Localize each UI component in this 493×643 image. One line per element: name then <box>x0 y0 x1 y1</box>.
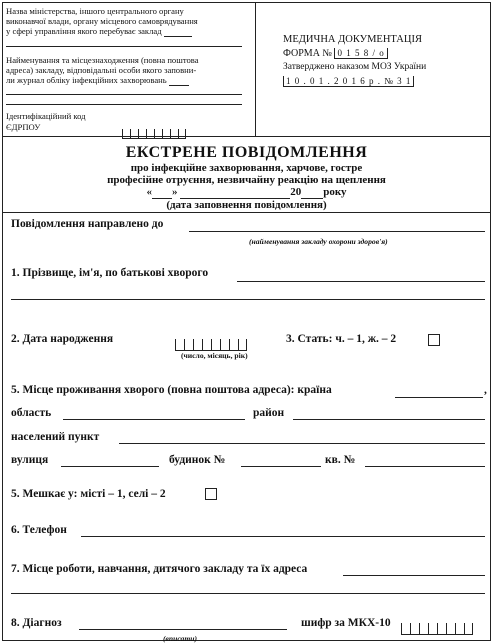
diagnosis-label: 8. Діагноз <box>11 617 62 629</box>
date-day-field[interactable] <box>152 190 172 199</box>
sex-label: 3. Стать: ч. – 1, ж. – 2 <box>286 333 397 345</box>
lives-in-checkbox[interactable] <box>205 488 217 500</box>
year-prefix: 20 <box>290 186 302 198</box>
sent-to-label: Повідомлення направлено до <box>11 218 164 230</box>
page-title: ЕКСТРЕНЕ ПОВІДОМЛЕННЯ <box>125 144 368 161</box>
district-label: район <box>253 407 285 419</box>
dob-note: (число, місяць, рік) <box>181 351 248 360</box>
header-right <box>256 3 490 137</box>
year-suffix: року <box>323 186 347 198</box>
sent-to-note: (найменування закладу охорони здоров'я) <box>249 237 388 246</box>
date-year-field[interactable] <box>301 190 323 199</box>
street-label: вулиця <box>11 454 49 466</box>
workplace-field[interactable] <box>343 575 485 576</box>
patient-name-label: 1. Прізвище, ім'я, по батькові хворого <box>11 267 209 279</box>
title-sub-1: про інфекційне захворювання, харчове, гостре <box>130 162 363 174</box>
settlement-field[interactable] <box>119 443 485 444</box>
phone-field[interactable] <box>81 536 485 537</box>
dob-boxes[interactable] <box>175 333 247 351</box>
authority-line-1: Назва міністерства, іншого центрального органу <box>6 6 184 16</box>
institution-fill-line-2[interactable] <box>6 104 242 105</box>
order-code: 1 0 . 0 1 . 2 0 1 6 р . № 3 1 <box>283 76 414 87</box>
date-month-field[interactable] <box>180 190 290 199</box>
house-label: будинок № <box>169 454 226 466</box>
diagnosis-note: (вписати) <box>163 634 197 643</box>
country-field[interactable] <box>395 397 483 398</box>
date-caption: (дата заповнення повідомлення) <box>166 199 327 211</box>
authority-fill[interactable] <box>164 28 192 37</box>
title-block <box>3 137 490 213</box>
form-label: ФОРМА № <box>283 48 332 59</box>
apt-label: кв. № <box>325 454 356 466</box>
patient-name-field[interactable] <box>237 281 485 282</box>
icd-code-boxes[interactable] <box>401 617 473 635</box>
title-sub-2: професійне отруєння, незвичайну реакцію на щеплення <box>107 174 386 186</box>
date-open-quote: « <box>146 186 152 198</box>
house-field[interactable] <box>241 466 321 467</box>
institution-line-1: Найменування та місцезнаходження (повна поштова <box>6 55 199 65</box>
settlement-label: населений пункт <box>11 431 100 443</box>
address-label: 5. Місце проживання хворого (повна поштова адреса): країна <box>11 384 332 396</box>
lives-in-label: 5. Мешкає у: місті – 1, селі – 2 <box>11 488 166 500</box>
apt-field[interactable] <box>365 466 485 467</box>
address-comma: , <box>484 384 487 396</box>
workplace-field-2[interactable] <box>11 593 485 594</box>
diagnosis-field[interactable] <box>79 629 287 630</box>
street-field[interactable] <box>61 466 159 467</box>
phone-label: 6. Телефон <box>11 524 67 536</box>
edrpou-label-2: ЄДРПОУ <box>6 122 41 132</box>
region-label: область <box>11 407 52 419</box>
district-field[interactable] <box>293 419 485 420</box>
sent-to-field[interactable] <box>189 231 485 232</box>
header-left <box>3 3 256 137</box>
region-field[interactable] <box>63 419 245 420</box>
patient-name-field-2[interactable] <box>11 299 485 300</box>
approved-by: Затверджено наказом МОЗ України <box>283 62 427 72</box>
institution-line-3: ли журнал обліку інфекційних захворювань <box>6 75 167 85</box>
edrpou-label-1: Ідентифікаційний код <box>6 111 86 121</box>
sex-checkbox[interactable] <box>428 334 440 346</box>
authority-line-2: виконавчої влади, органу місцевого самоврядування <box>6 16 198 26</box>
institution-line-2: адреса) закладу, відповідальні особи якого заповни- <box>6 65 197 75</box>
institution-fill-line-1[interactable] <box>6 94 242 95</box>
doc-type: МЕДИЧНА ДОКУМЕНТАЦІЯ <box>283 34 422 45</box>
dob-label: 2. Дата народження <box>11 333 114 345</box>
authority-fill-line[interactable] <box>6 46 242 47</box>
date-close-quote: » <box>171 186 178 198</box>
institution-fill[interactable] <box>169 77 189 86</box>
form-page <box>2 2 491 641</box>
form-number: 0 1 5 8 / о <box>334 48 387 59</box>
authority-line-3: у сфері управління якого перебуває заклад <box>6 26 162 36</box>
icd-label: шифр за МКХ-10 <box>301 617 391 629</box>
workplace-label: 7. Місце роботи, навчання, дитячого закладу та їх адреса <box>11 563 308 575</box>
